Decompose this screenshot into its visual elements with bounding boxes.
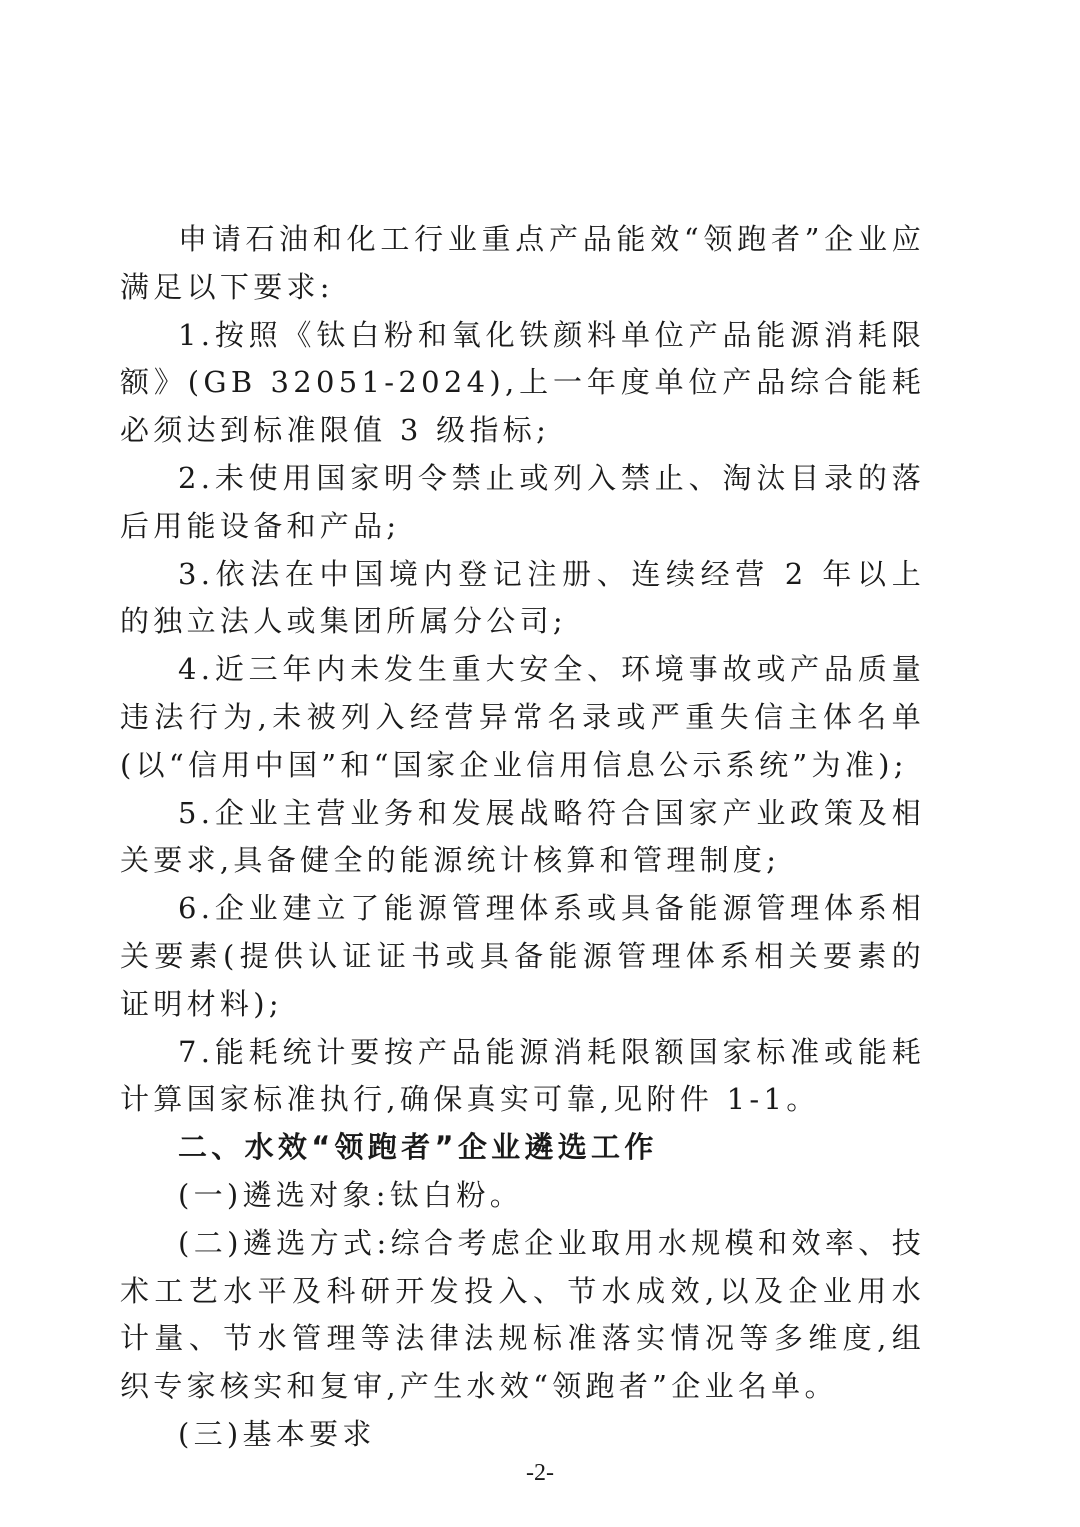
requirement-7: 7.能耗统计要按产品能源消耗限额国家标准或能耗计算国家标准执行,确保真实可靠,见附件 1-1。 [120,1034,925,1117]
document-body [120,216,925,1459]
basic-requirements-heading: (三)基本要求 [178,1416,376,1451]
requirement-4: 4.近三年内未发生重大安全、环境事故或产品质量违法行为,未被列入经营异常名录或严重失信主体名单(以“信用中国”和“国家企业信用信息公示系统”为准); [120,652,925,782]
intro-paragraph: 申请石油和化工行业重点产品能效“领跑者”企业应满足以下要求: [120,222,925,304]
selection-method: (二)遴选方式:综合考虑企业取用水规模和效率、技术工艺水平及科研开发投入、节水成效,以及企业用水计量、节水管理等法律法规标准落实情况等多维度,组织专家核实和复审,产生水效“领跑者”企业名单。 [120,1225,925,1404]
selection-target: (一)遴选对象:钛白粉。 [178,1177,523,1212]
requirement-3: 3.依法在中国境内登记注册、连续经营 2 年以上的独立法人或集团所属分公司; [120,556,925,639]
requirement-2: 2.未使用国家明令禁止或列入禁止、淘汰目录的落后用能设备和产品; [120,460,925,543]
section-heading: 二、水效“领跑者”企业遴选工作 [178,1130,658,1165]
requirement-6: 6.企业建立了能源管理体系或具备能源管理体系相关要素(提供认证证书或具备能源管理体系相关要素的证明材料); [120,891,925,1021]
page-number: -2- [526,1460,554,1486]
requirement-5: 5.企业主营业务和发展战略符合国家产业政策及相关要求,具备健全的能源统计核算和管理制度; [120,795,925,878]
requirement-1: 1.按照《钛白粉和氧化铁颜料单位产品能源消耗限额》(GB 32051-2024),上一年度单位产品综合能耗必须达到标准限值 3 级指标; [120,317,925,448]
